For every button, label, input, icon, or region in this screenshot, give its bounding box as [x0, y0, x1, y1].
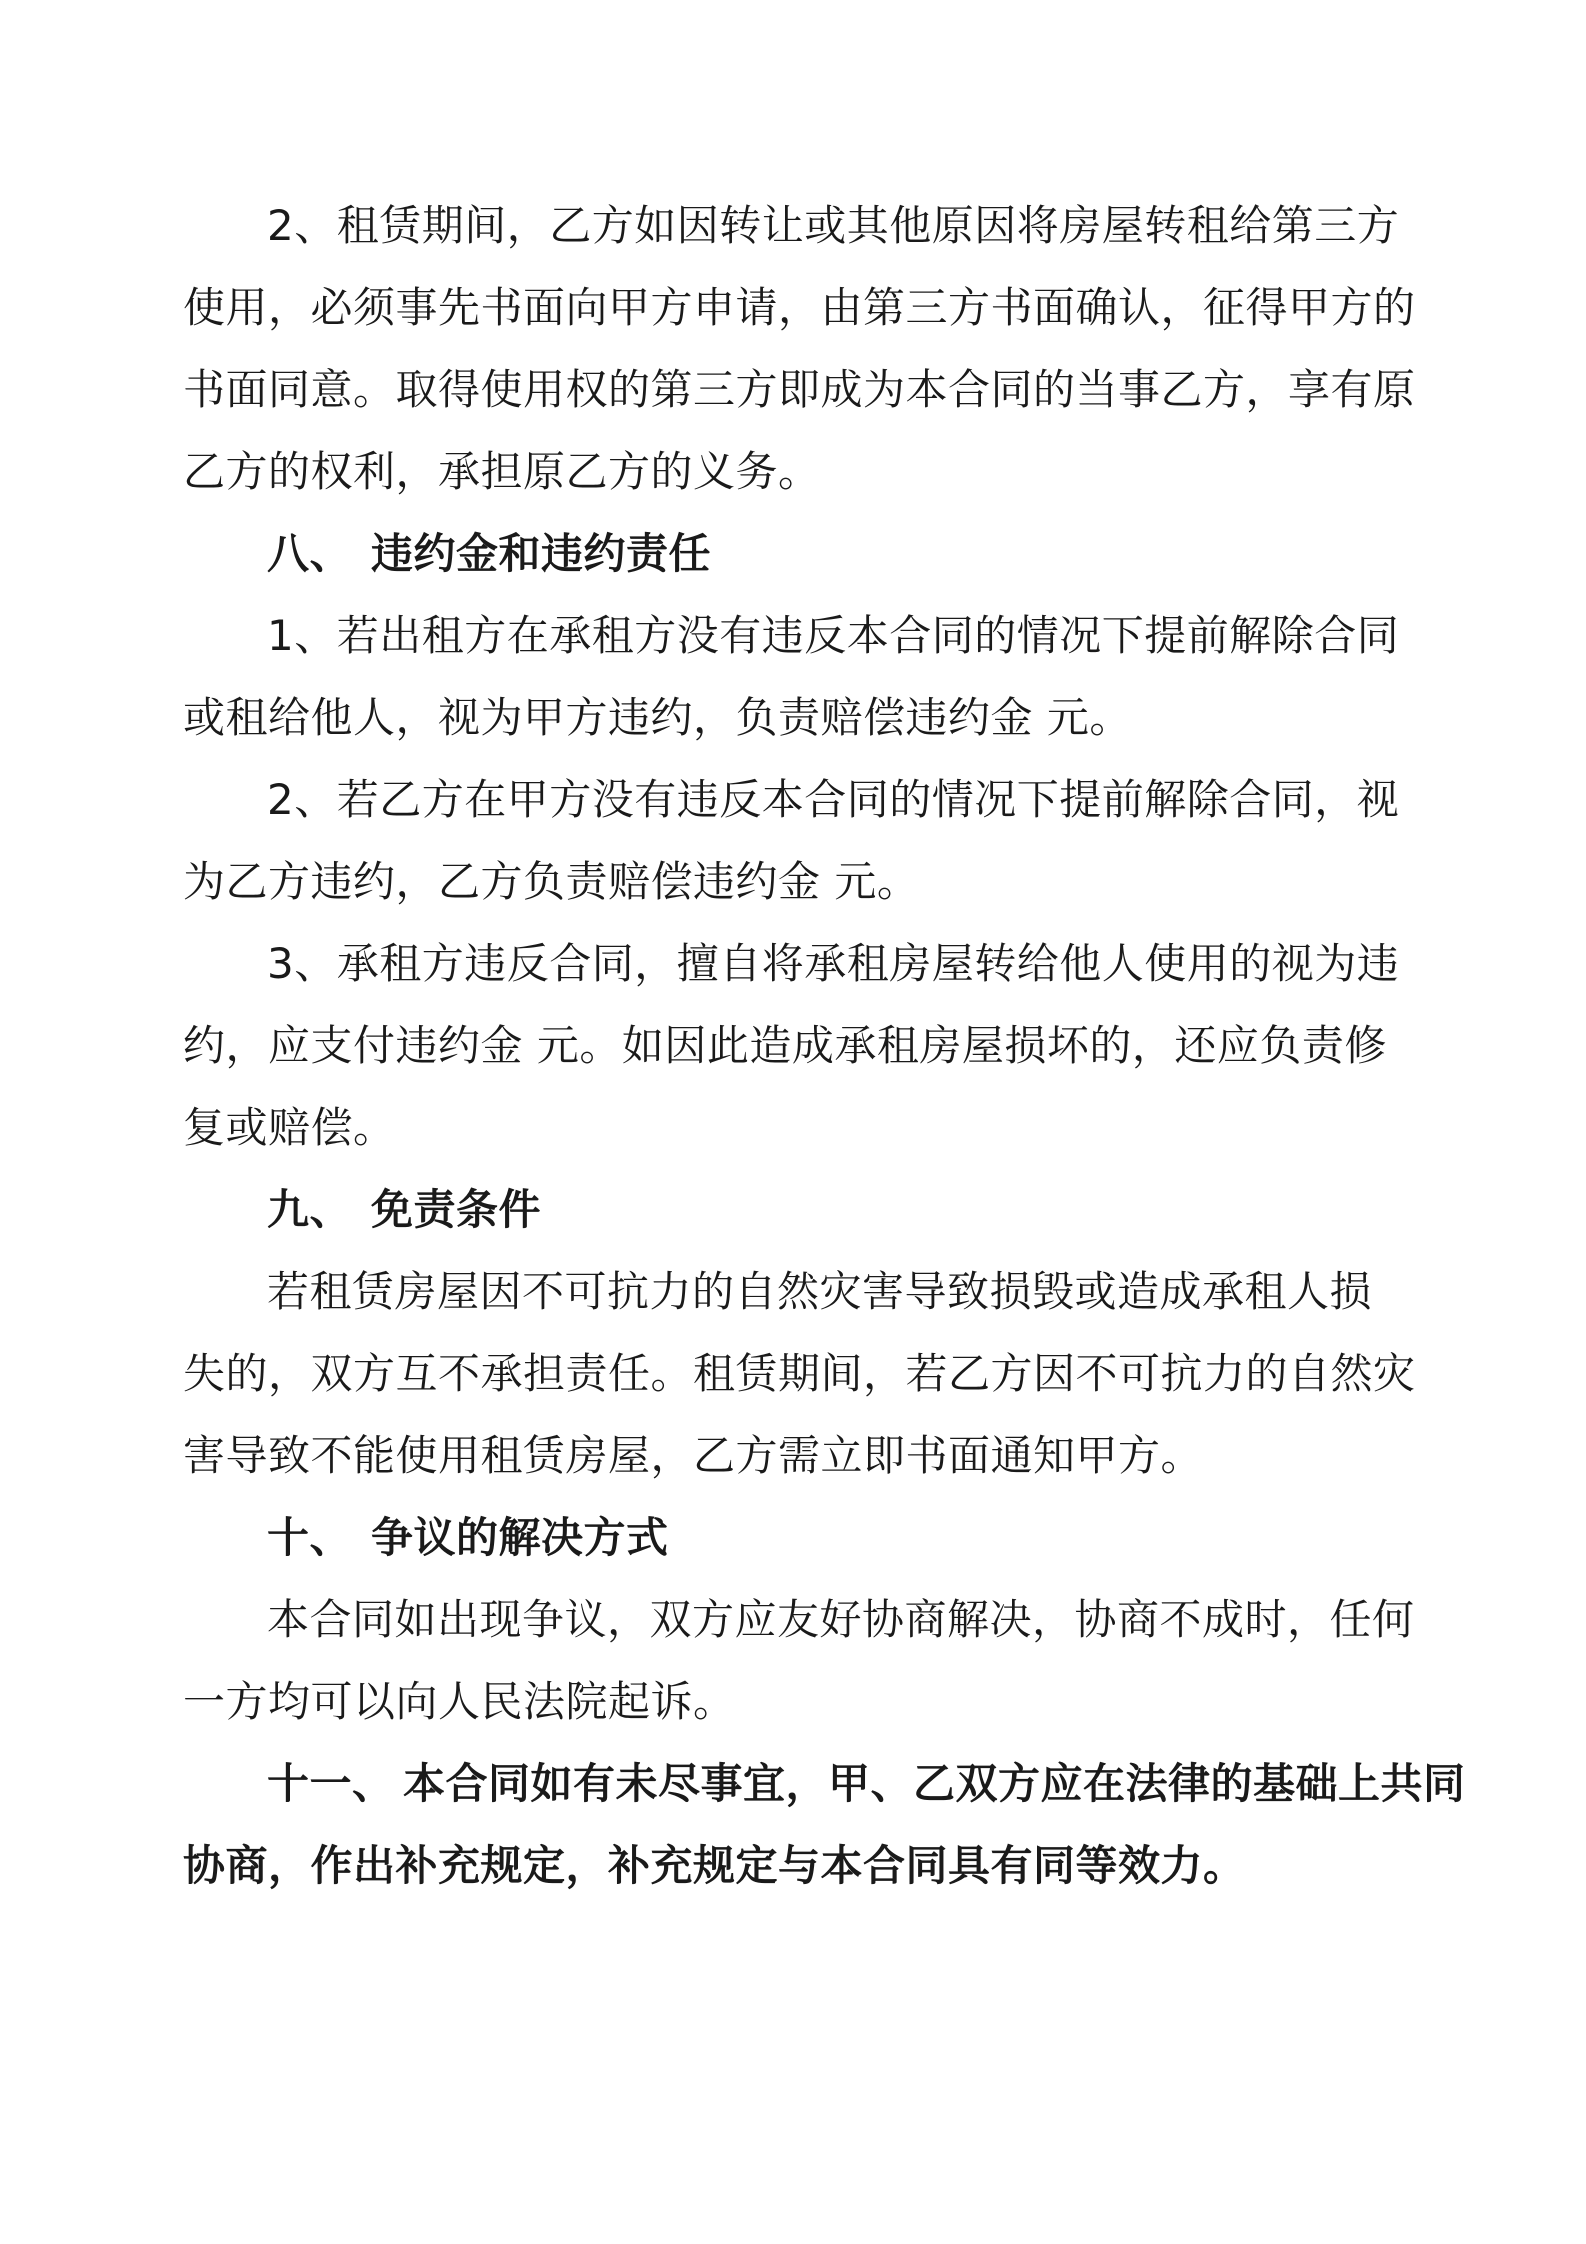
- section-10-number: 十、: [267, 1513, 353, 1562]
- section-10-heading: [267, 1510, 669, 1566]
- clause-10-line-1: 本合同如出现争议，双方应友好协商解决，协商不成时，任何: [267, 1595, 1415, 1644]
- clause-7-2-line-1: 2、租赁期间，乙方如因转让或其他原因将房屋转租给第三方: [267, 201, 1400, 250]
- clause-8-3-line-1: 3、承租方违反合同，擅自将承租房屋转给他人使用的视为违: [267, 939, 1400, 988]
- section-11-number: 十一、: [267, 1759, 395, 1808]
- clause-8-3-line-2: 约，应支付违约金 元。如因此造成承租房屋损坏的，还应负责修: [183, 1021, 1387, 1070]
- clause-8-2-line-2: 为乙方违约，乙方负责赔偿违约金 元。: [183, 857, 920, 906]
- clause-9-line-3: 害导致不能使用租赁房屋，乙方需立即书面通知甲方。: [183, 1431, 1204, 1480]
- section-11-line-2: 协商，作出补充规定，补充规定与本合同具有同等效力。: [183, 1841, 1246, 1890]
- clause-8-2-line-1: 2、若乙方在甲方没有违反本合同的情况下提前解除合同，视: [267, 775, 1400, 824]
- section-8-title: 违约金和违约责任: [371, 529, 712, 578]
- section-8-number: 八、: [267, 529, 353, 578]
- section-9-number: 九、: [267, 1185, 353, 1234]
- clause-10-line-2: 一方均可以向人民法院起诉。: [183, 1677, 736, 1726]
- section-9-heading: [267, 1182, 541, 1238]
- clause-9-line-1: 若租赁房屋因不可抗力的自然灾害导致损毁或造成承租人损: [267, 1267, 1373, 1316]
- clause-8-3-line-3: 复或赔偿。: [183, 1103, 396, 1152]
- section-11-text: 本合同如有未尽事宜，甲、乙双方应在法律的基础上共同: [403, 1759, 1466, 1808]
- section-10-title: 争议的解决方式: [371, 1513, 669, 1562]
- clause-8-1-line-1: 1、若出租方在承租方没有违反本合同的情况下提前解除合同: [267, 611, 1400, 660]
- section-11-line-1: [267, 1756, 1466, 1812]
- clause-7-2-line-3: 书面同意。取得使用权的第三方即成为本合同的当事乙方，享有原: [183, 365, 1416, 414]
- clause-7-2-line-2: 使用，必须事先书面向甲方申请，由第三方书面确认，征得甲方的: [183, 283, 1416, 332]
- clause-7-2-line-4: 乙方的权利，承担原乙方的义务。: [183, 447, 821, 496]
- clause-8-1-line-2: 或租给他人，视为甲方违约，负责赔偿违约金 元。: [183, 693, 1132, 742]
- clause-9-line-2: 失的，双方互不承担责任。租赁期间，若乙方因不可抗力的自然灾: [183, 1349, 1416, 1398]
- section-8-heading: [267, 526, 711, 582]
- section-9-title: 免责条件: [371, 1185, 542, 1234]
